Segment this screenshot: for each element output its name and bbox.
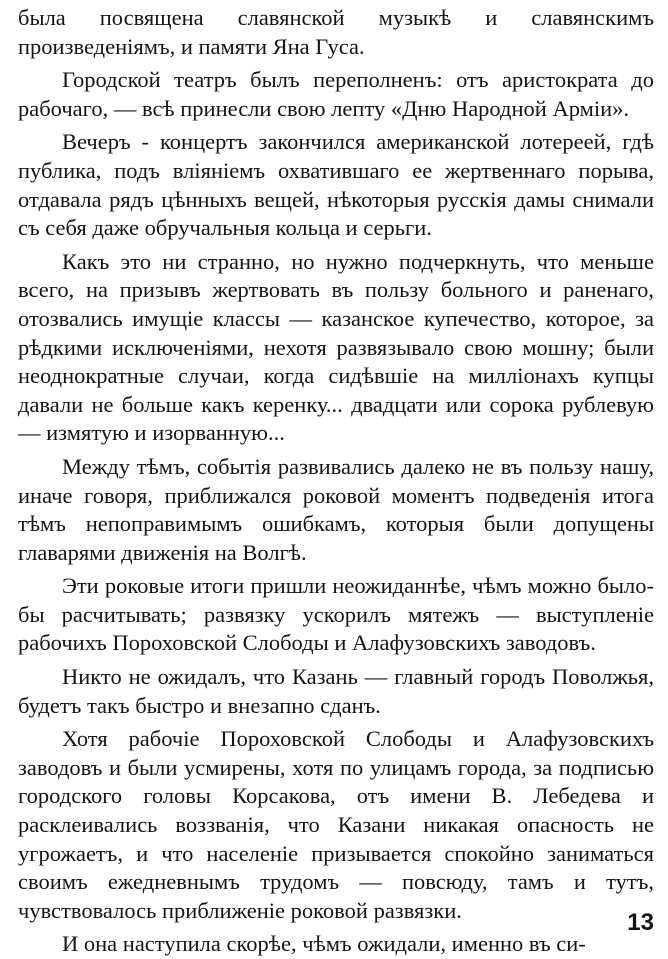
paragraph-concert-lottery: Вечеръ - концертъ закончился американской лотереей, гдѣ публика, подъ вліяніемъ охватившаго ее жертвеннаго порыва, отдавала рядъ цѣнныхъ вещей, нѣкоторыя русскія дамы снимали съ себя даже обручальныя кольца и серьги. [18, 129, 654, 241]
paragraph-continued: была посвящена славянской музыкѣ и славянскимъ произведеніямъ, и памяти Яна Гуса. [18, 5, 654, 59]
paragraph-kazan-surrender: Никто не ожидалъ, что Казань — главный городъ Поволжья, будетъ такъ быстро и внезапно сданъ. [18, 664, 654, 718]
paragraph-merchants: Какъ это ни странно, но нужно подчеркнуть, что меньше всего, на призывъ жертвовать въ пользу больного и раненаго, отозвались имущіе классы — казанское купечество, которое, за рѣдкими исключеніями, нехотя развязывало свою мошну; были неоднократные случаи, когда сидѣвшіе на милліонахъ купцы давали не больше какъ керенку... двадцати или сорока рублевую — измятую и изорванную... [18, 248, 654, 446]
paragraph-mutiny: Эти роковые итоги пришли неожиданнѣе, чѣмъ можно было-бы расчитывать; развязку ускорилъ мятежъ — выступленіе рабочихъ Пороховской Слободы и Алафузовскихъ заводовъ. [18, 573, 654, 656]
page-number: 13 [627, 909, 654, 936]
paragraph-final: И она наступила скорѣе, чѣмъ ожидали, именно въ си- [62, 931, 586, 957]
page-text [18, 4, 654, 959]
paragraph-appeals: Хотя рабочіе Пороховской Слободы и Алафузовскихъ заводовъ и были усмирены, хотя по улицамъ города, за подписью городского головы Корсакова, отъ имени В. Лебедева и расклеивались воззванія, что Казани никакая опасность не угрожаетъ, и что населеніе призывается спокойно заниматься своимъ ежедневнымъ трудомъ — повсюду, тамъ и тутъ, чувствовалось приближеніе роковой развязки. [18, 726, 654, 923]
paragraph-events: Между тѣмъ, событія развивались далеко не въ пользу нашу, иначе говоря, приближался роковой моментъ подведенія итога тѣмъ непоправимымъ ошибкамъ, которыя были допущены главарями движенія на Волгѣ. [18, 453, 654, 565]
paragraph-theatre: Городской театръ былъ переполненъ: отъ аристократа до рабочаго, — всѣ принесли свою лепту «Дню Народной Арміи». [18, 67, 654, 121]
